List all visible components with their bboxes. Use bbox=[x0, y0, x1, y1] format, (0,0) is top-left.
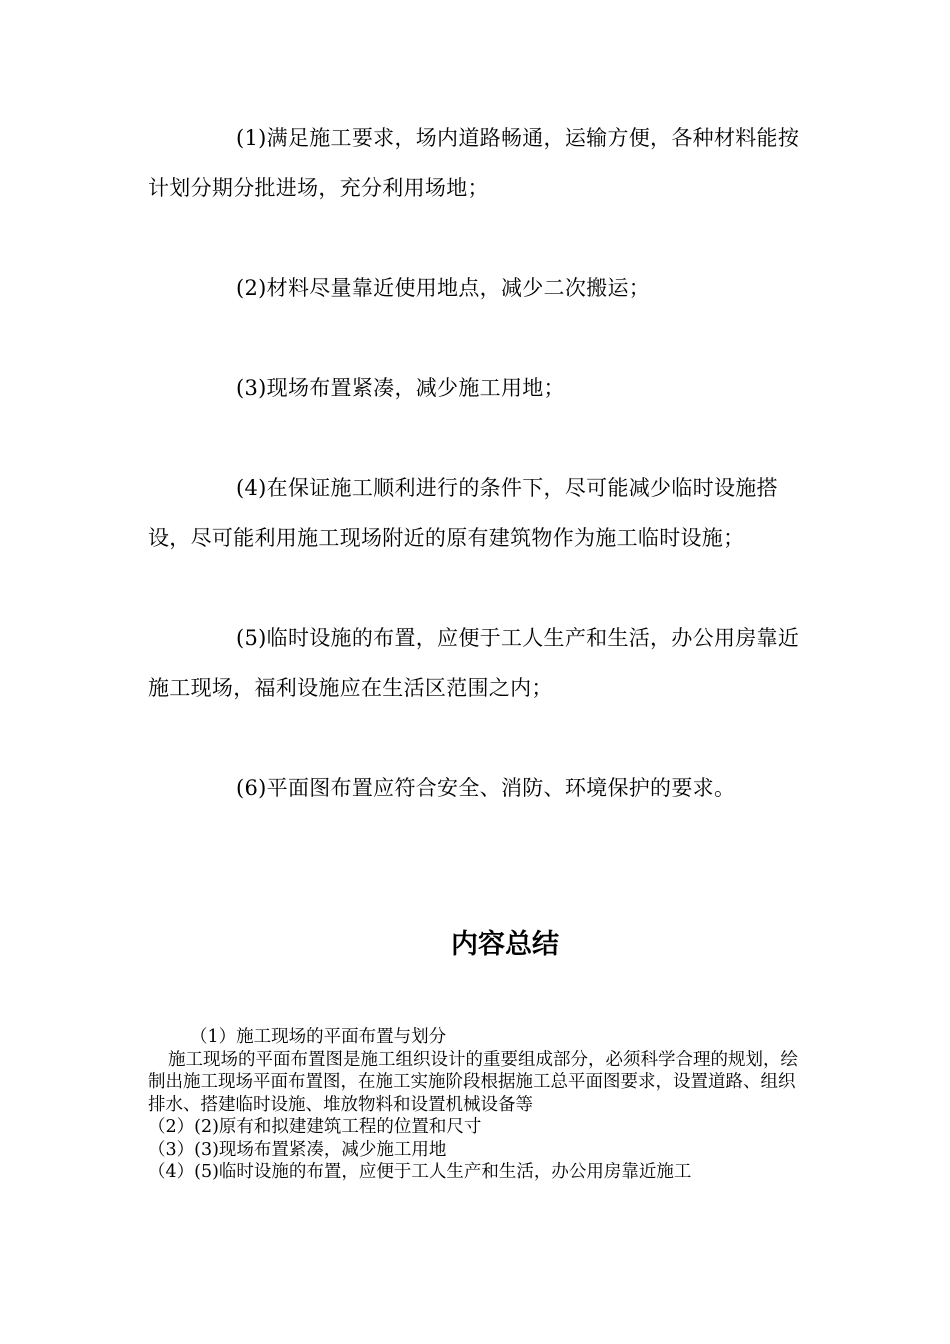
summary-heading: （1）施工现场的平面布置与划分 bbox=[190, 1027, 447, 1047]
paragraph-2: (2)材料尽量靠近使用地点，减少二次搬运； bbox=[236, 276, 651, 300]
paragraph-3: (3)现场布置紧凑，减少施工用地； bbox=[236, 376, 565, 400]
summary-title: 内容总结 bbox=[451, 929, 559, 960]
summary-item-4: （4）(5)临时设施的布置，应便于工人生产和生活，办公用房靠近施工 bbox=[148, 1162, 692, 1182]
summary-item-3: （3）(3)现场布置紧凑，减少施工用地 bbox=[148, 1139, 447, 1160]
paragraph-1: (1)满足施工要求，场内道路畅通，运输方便，各种材料能按计划分期分批进场，充分利用场地； bbox=[148, 126, 800, 200]
paragraph-6: (6)平面图布置应符合安全、消防、环境保护的要求。 bbox=[236, 776, 736, 800]
paragraph-5: (5)临时设施的布置，应便于工人生产和生活，办公用房靠近施工现场，福利设施应在生活区范围之内； bbox=[148, 626, 800, 700]
summary-section bbox=[148, 1026, 803, 1184]
summary-item-2: （2）(2)原有和拟建建筑工程的位置和尺寸 bbox=[148, 1117, 482, 1137]
summary-body: 施工现场的平面布置图是施工组织设计的重要组成部分，必须科学合理的规划，绘制出施工现场平面布置图，在施工实施阶段根据施工总平面图要求，设置道路、组织排水、搭建临时设施、堆放物料和设置机械设备等 bbox=[148, 1049, 798, 1115]
paragraph-4: (4)在保证施工顺利进行的条件下，尽可能减少临时设施搭设，尽可能利用施工现场附近的原有建筑物作为施工临时设施； bbox=[148, 476, 778, 550]
